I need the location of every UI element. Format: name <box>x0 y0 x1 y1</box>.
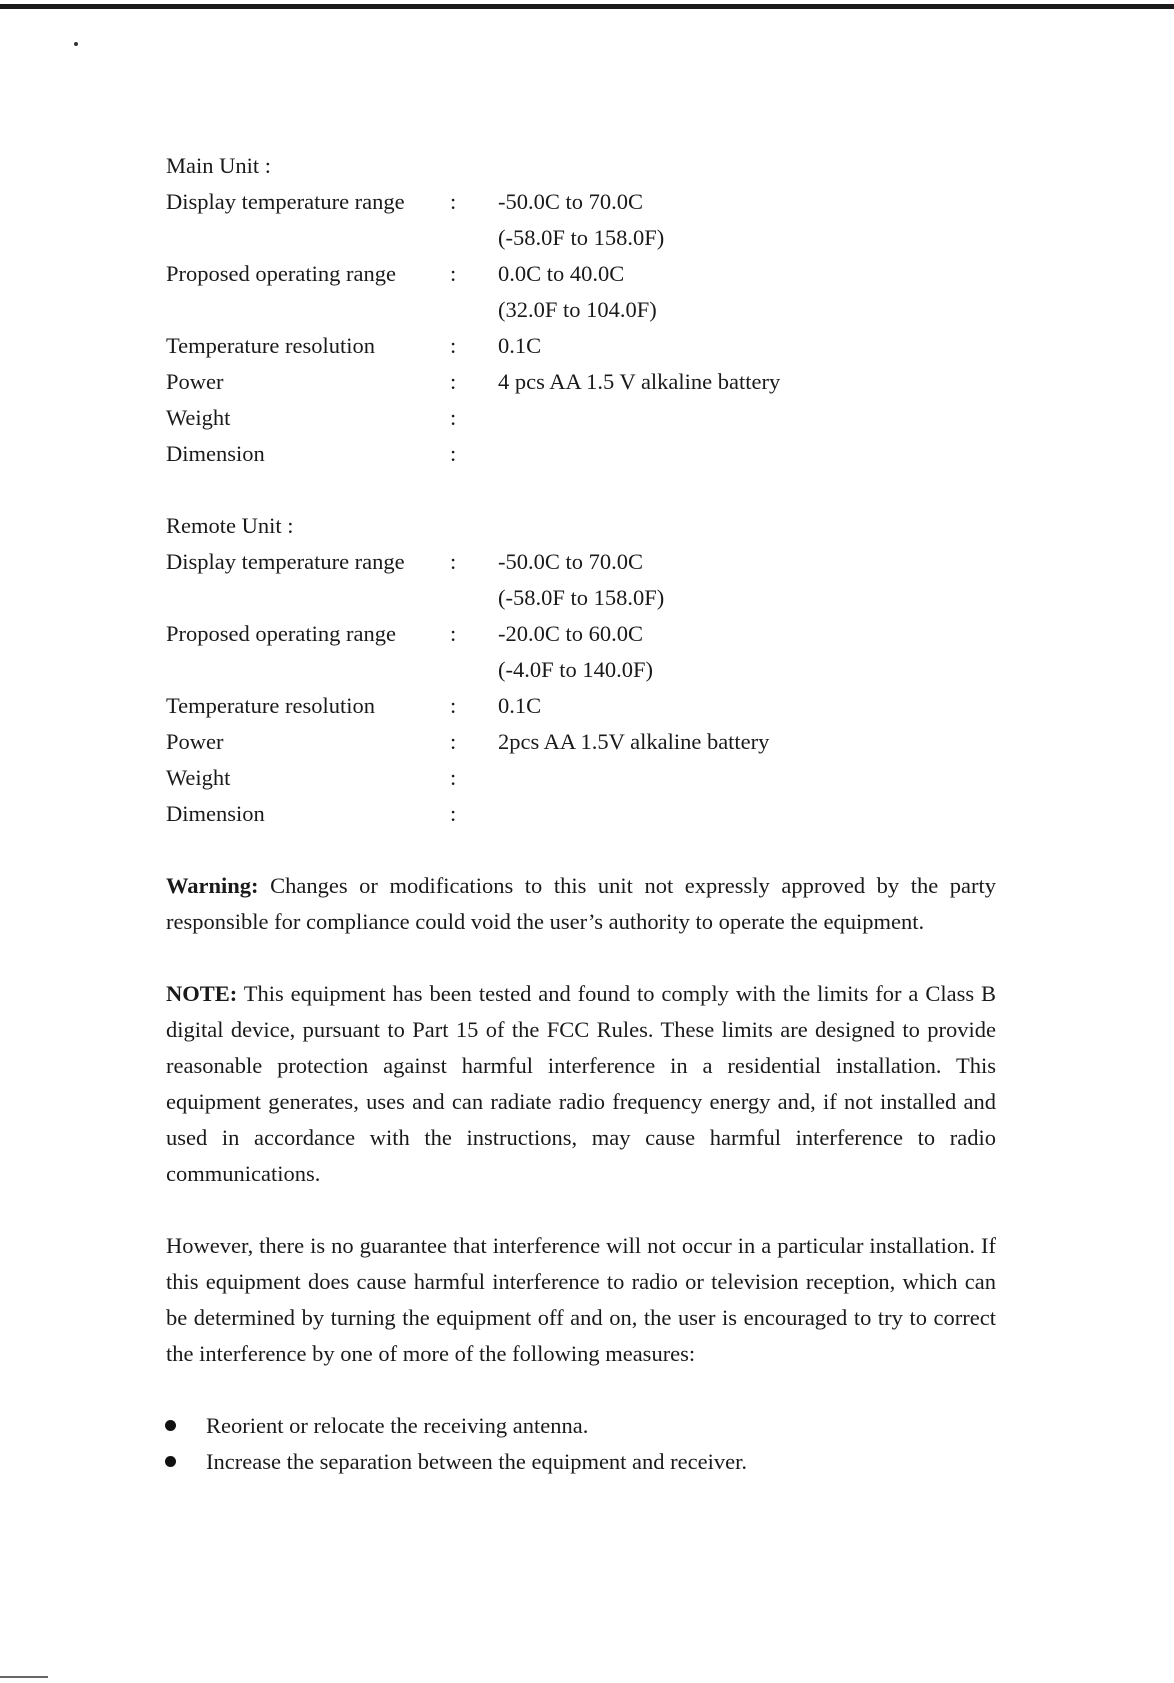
spec-colon: : <box>450 189 457 214</box>
list-item-text: Increase the separation between the equipment and receiver. <box>206 1449 747 1474</box>
bullet-icon <box>165 1456 176 1467</box>
remote-unit-spec-row <box>166 580 996 616</box>
warning-label: Warning: <box>166 873 259 898</box>
spec-label: Weight <box>166 405 231 430</box>
main-unit-spec-row <box>166 256 996 292</box>
main-unit-spec-row <box>166 400 996 436</box>
warning-paragraph <box>166 868 996 940</box>
note-paragraph <box>166 976 996 1192</box>
remote-unit-spec-row <box>166 688 996 724</box>
spec-value: -20.0C to 60.0C <box>498 621 644 646</box>
spec-label <box>166 652 450 688</box>
spec-label: Power <box>166 369 224 394</box>
list-item <box>166 1408 996 1444</box>
spec-colon <box>450 220 498 256</box>
spec-label: Weight <box>166 765 231 790</box>
main-unit-spec-row <box>166 220 996 256</box>
spec-label <box>166 580 450 616</box>
spec-value <box>498 796 996 832</box>
spec-value: 2pcs AA 1.5V alkaline battery <box>498 729 770 754</box>
spec-colon: : <box>450 801 457 826</box>
spec-label: Proposed operating range <box>166 621 396 646</box>
spec-colon: : <box>450 549 457 574</box>
spec-label <box>166 292 450 328</box>
spec-colon: : <box>450 369 457 394</box>
measures-list <box>166 1408 996 1480</box>
main-unit-spec-row <box>166 328 996 364</box>
scan-speck <box>74 42 78 46</box>
spec-label: Dimension <box>166 801 265 826</box>
spec-colon: : <box>450 333 457 358</box>
spec-value: 0.0C to 40.0C <box>498 261 625 286</box>
spacer <box>166 1192 996 1228</box>
main-unit-spec-row <box>166 292 996 328</box>
spec-colon <box>450 652 498 688</box>
spec-label: Temperature resolution <box>166 333 375 358</box>
spec-label: Display temperature range <box>166 549 405 574</box>
top-border-rule <box>0 4 1174 9</box>
however-paragraph: However, there is no guarantee that interference will not occur in a particular installation. If this equipment does cause harmful interference to radio or television reception, which can be determined by turning the equipment off and on, the user is encouraged to try to correct the interference by one of more of the following measures: <box>166 1233 996 1366</box>
remote-unit-spec-row <box>166 652 996 688</box>
main-unit-spec-row <box>166 184 996 220</box>
spec-value: (-58.0F to 158.0F) <box>498 585 665 610</box>
spacer <box>166 472 996 508</box>
spec-label: Display temperature range <box>166 189 405 214</box>
spec-value: (-58.0F to 158.0F) <box>498 225 665 250</box>
spec-label: Proposed operating range <box>166 261 396 286</box>
remote-unit-spec-row <box>166 796 996 832</box>
spec-value: (32.0F to 104.0F) <box>498 297 657 322</box>
spec-label: Dimension <box>166 441 265 466</box>
spec-colon: : <box>450 441 457 466</box>
spec-value: (-4.0F to 140.0F) <box>498 657 654 682</box>
list-item-text: Reorient or relocate the receiving antenna. <box>206 1413 589 1438</box>
spec-value: -50.0C to 70.0C <box>498 549 644 574</box>
spec-value <box>498 760 996 796</box>
remote-unit-spec-row <box>166 544 996 580</box>
note-label: NOTE: <box>166 981 238 1006</box>
list-item <box>166 1444 996 1480</box>
scan-edge-mark <box>0 1676 48 1678</box>
warning-text: Changes or modifications to this unit not expressly approved by the party responsible for compliance could void the user’s authority to operate the equipment. <box>166 873 996 934</box>
spec-value: 4 pcs AA 1.5 V alkaline battery <box>498 369 781 394</box>
spec-value: 0.1C <box>498 693 542 718</box>
remote-unit-spec-row <box>166 760 996 796</box>
spec-value <box>498 436 996 472</box>
spacer <box>166 832 996 868</box>
remote-unit-spec-row <box>166 616 996 652</box>
main-unit-heading: Main Unit : <box>166 153 271 178</box>
spec-value: 0.1C <box>498 333 542 358</box>
spec-colon: : <box>450 729 457 754</box>
spec-label: Temperature resolution <box>166 693 375 718</box>
note-text: This equipment has been tested and found to comply with the limits for a Class B digital device, pursuant to Part 15 of the FCC Rules. These limits are designed to provide reasonable protection against harmful interference in a residential installation. This equipment generates, uses and can radiate radio frequency energy and, if not installed and used in accordance with the instructions, may cause harmful interference to radio communications. <box>166 981 996 1186</box>
spec-colon: : <box>450 693 457 718</box>
bullet-icon <box>165 1420 176 1431</box>
spec-colon <box>450 580 498 616</box>
spec-document <box>166 148 996 1480</box>
main-unit-spec-row <box>166 364 996 400</box>
spec-label <box>166 220 450 256</box>
spec-colon <box>450 292 498 328</box>
remote-unit-heading: Remote Unit : <box>166 513 294 538</box>
spec-colon: : <box>450 621 457 646</box>
spacer <box>166 940 996 976</box>
spec-colon: : <box>450 261 457 286</box>
spacer <box>166 1372 996 1408</box>
main-unit-spec-row <box>166 436 996 472</box>
main-unit-spec-table <box>166 184 996 472</box>
spec-value <box>498 400 996 436</box>
spec-value: -50.0C to 70.0C <box>498 189 644 214</box>
spec-colon: : <box>450 765 457 790</box>
remote-unit-spec-table <box>166 544 996 832</box>
spec-colon: : <box>450 405 457 430</box>
remote-unit-spec-row <box>166 724 996 760</box>
spec-label: Power <box>166 729 224 754</box>
